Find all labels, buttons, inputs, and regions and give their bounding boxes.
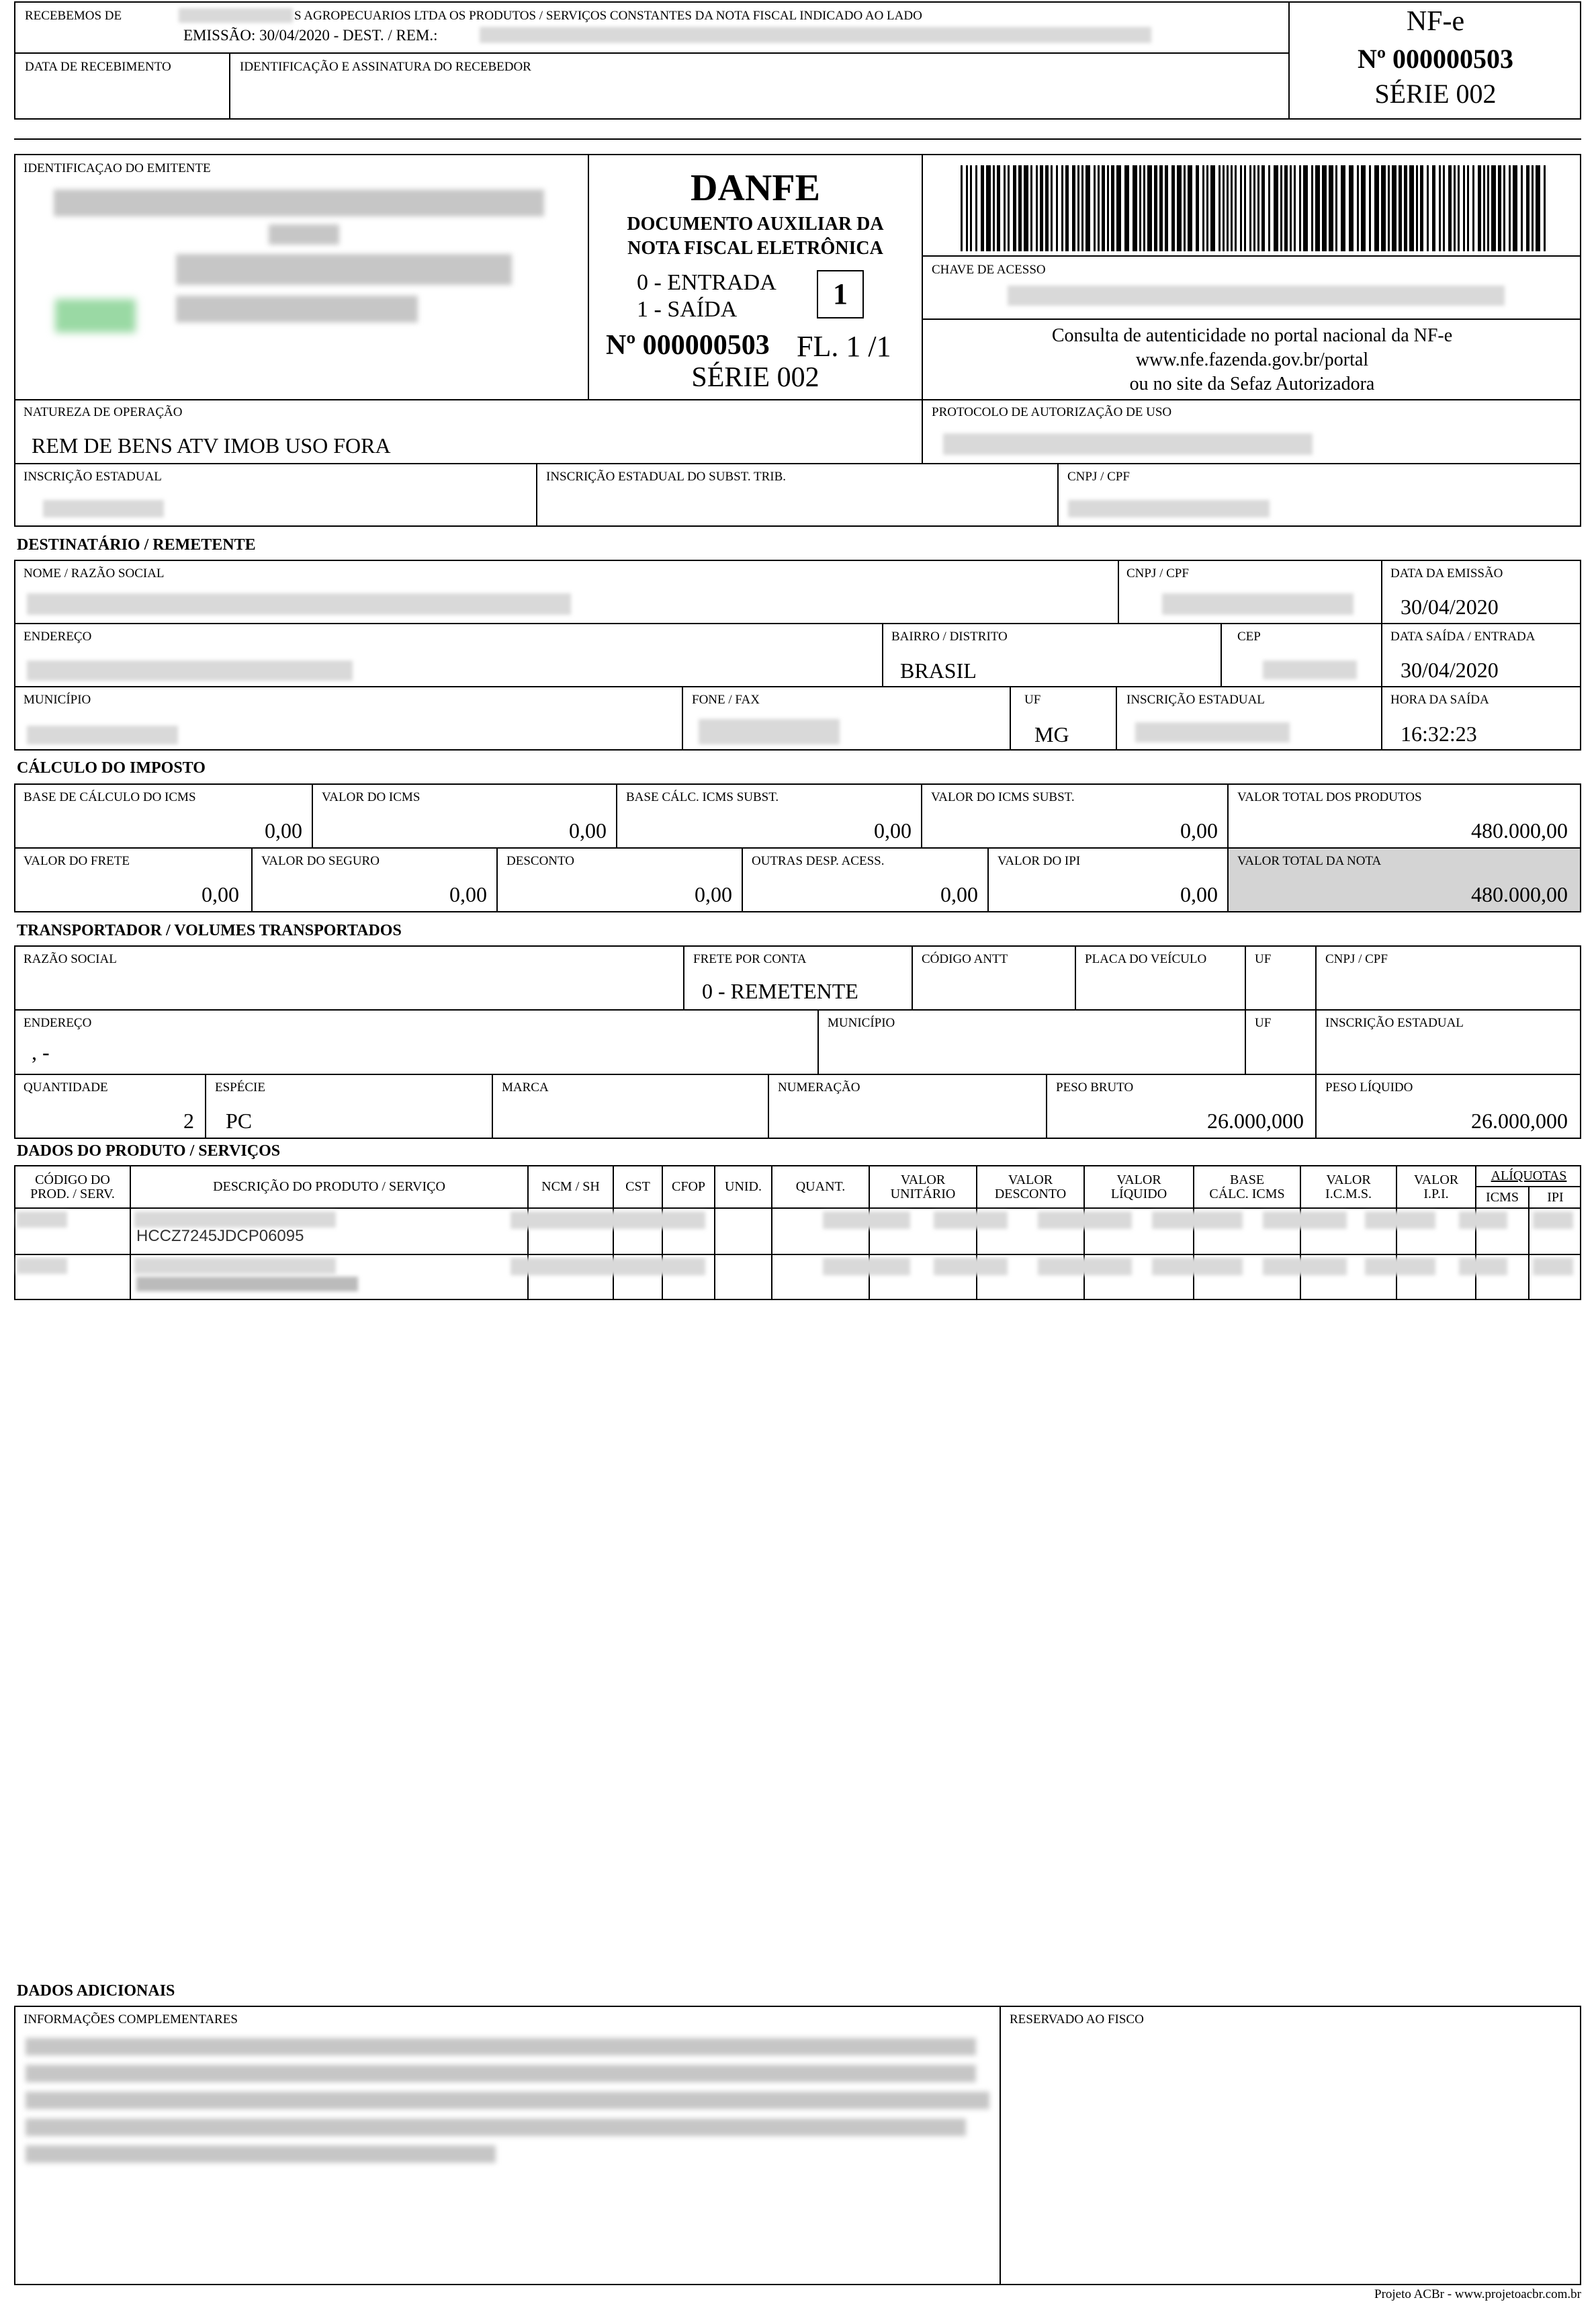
seguro-label: VALOR DO SEGURO — [261, 854, 380, 868]
transp-especie-label: ESPÉCIE — [215, 1080, 265, 1095]
dest-municipio-label: MUNICÍPIO — [24, 693, 91, 707]
base-icms-label: BASE DE CÁLCULO DO ICMS — [24, 790, 196, 804]
assinatura-label: IDENTIFICAÇÃO E ASSINATURA DO RECEBEDOR — [240, 60, 531, 74]
recebemos-text: S AGROPECUARIOS LTDA OS PRODUTOS / SERVIÇOS CONSTANTES DA NOTA FISCAL INDICADO AO LADO — [294, 9, 922, 23]
danfe-serie: SÉRIE 002 — [691, 362, 819, 393]
emitente-cnpj-label: CNPJ / CPF — [1067, 470, 1130, 484]
dest-hora-label: HORA DA SAÍDA — [1390, 693, 1489, 707]
col-valor-icms: VALOR I.C.M.S. — [1325, 1172, 1372, 1201]
dest-endereco-label: ENDEREÇO — [24, 630, 92, 644]
desconto-label: DESCONTO — [506, 854, 574, 868]
canhoto-separator — [14, 138, 1581, 140]
dest-ie-label: INSCRIÇÃO ESTADUAL — [1126, 693, 1265, 707]
valor-icms: 0,00 — [569, 818, 607, 843]
outras-label: OUTRAS DESP. ACESS. — [752, 854, 885, 868]
transp-frete-conta-label: FRETE POR CONTA — [693, 952, 807, 966]
dest-bairro-label: BAIRRO / DISTRITO — [891, 630, 1008, 644]
transp-especie: PC — [226, 1109, 253, 1133]
danfe-subtitle-2: NOTA FISCAL ELETRÔNICA — [627, 238, 883, 259]
danfe-entrada: 0 - ENTRADA — [637, 270, 777, 295]
valor-st-label: VALOR DO ICMS SUBST. — [931, 790, 1075, 804]
dest-hora: 16:32:23 — [1401, 722, 1477, 746]
col-ncm: NCM / SH — [541, 1179, 600, 1194]
dest-cep-label: CEP — [1237, 630, 1261, 644]
info-complementares-label: INFORMAÇÕES COMPLEMENTARES — [24, 2012, 238, 2026]
total-produtos-label: VALOR TOTAL DOS PRODUTOS — [1237, 790, 1422, 804]
canhoto-nfe: NF-e — [1406, 6, 1465, 37]
desconto: 0,00 — [695, 882, 732, 906]
dest-data-saida-label: DATA SAÍDA / ENTRADA — [1390, 630, 1536, 644]
col-valor-liquido: VALOR LÍQUIDO — [1110, 1172, 1167, 1201]
dest-nome-label: NOME / RAZÃO SOCIAL — [24, 566, 165, 581]
outras: 0,00 — [940, 882, 978, 906]
transp-municipio-label: MUNICÍPIO — [828, 1016, 895, 1030]
consulta-line-2: www.nfe.fazenda.gov.br/portal — [1135, 349, 1369, 370]
dest-uf-label: UF — [1024, 693, 1041, 707]
emissao-line: EMISSÃO: 30/04/2020 - DEST. / REM.: — [183, 27, 438, 44]
danfe-title: DANFE — [691, 167, 820, 209]
col-descricao: DESCRIÇÃO DO PRODUTO / SERVIÇO — [213, 1179, 445, 1194]
ie-label: INSCRIÇÃO ESTADUAL — [24, 470, 162, 484]
natureza-label: NATUREZA DE OPERAÇÃO — [24, 405, 183, 419]
consulta-line-1: Consulta de autenticidade no portal nacional da NF-e — [1051, 325, 1453, 346]
transp-peso-bruto-label: PESO BRUTO — [1056, 1080, 1134, 1095]
col-aliq-icms: ICMS — [1486, 1189, 1519, 1205]
transp-cnpj-label: CNPJ / CPF — [1325, 952, 1388, 966]
transp-quantidade-label: QUANTIDADE — [24, 1080, 108, 1095]
emitente-label: IDENTIFICAÇAO DO EMITENTE — [24, 161, 211, 175]
transp-peso-liquido: 26.000,000 — [1471, 1109, 1568, 1133]
total-produtos: 480.000,00 — [1471, 818, 1568, 843]
consulta-line-3: ou no site da Sefaz Autorizadora — [1129, 374, 1375, 394]
recebemos-label: RECEBEMOS DE — [25, 9, 122, 23]
danfe-numero: Nº 000000503 — [606, 330, 770, 361]
col-cst: CST — [625, 1179, 650, 1194]
transp-peso-bruto: 26.000,000 — [1207, 1109, 1304, 1133]
seguro: 0,00 — [449, 882, 487, 906]
reservado-fisco-label: RESERVADO AO FISCO — [1010, 2012, 1144, 2026]
transp-frete-conta: 0 - REMETENTE — [702, 979, 858, 1003]
data-recebimento-label: DATA DE RECEBIMENTO — [25, 60, 171, 74]
footer-credit: Projeto ACBr - www.projetoacbr.com.br — [1374, 2287, 1581, 2301]
chave-label: CHAVE DE ACESSO — [932, 263, 1046, 277]
dest-fone-label: FONE / FAX — [692, 693, 760, 707]
frete-label: VALOR DO FRETE — [24, 854, 130, 868]
transp-razao-label: RAZÃO SOCIAL — [24, 952, 117, 966]
dest-data-emissao-label: DATA DA EMISSÃO — [1390, 566, 1503, 581]
col-valor-unitario: VALOR UNITÁRIO — [890, 1172, 956, 1201]
total-nota: 480.000,00 — [1471, 882, 1568, 906]
natureza-value: REM DE BENS ATV IMOB USO FORA — [32, 433, 391, 458]
col-unid: UNID. — [725, 1179, 762, 1194]
transp-endereco: , - — [32, 1040, 50, 1064]
transp-marca-label: MARCA — [502, 1080, 549, 1095]
transporte-section: TRANSPORTADOR / VOLUMES TRANSPORTADOS — [17, 922, 402, 939]
frete: 0,00 — [202, 882, 239, 906]
base-st: 0,00 — [874, 818, 912, 843]
col-base-icms: BASE CÁLC. ICMS — [1209, 1172, 1285, 1201]
transp-quantidade: 2 — [183, 1109, 194, 1133]
dest-data-emissao: 30/04/2020 — [1401, 595, 1499, 619]
adicionais-section: DADOS ADICIONAIS — [17, 1982, 175, 2000]
dest-data-saida: 30/04/2020 — [1401, 658, 1499, 682]
danfe-subtitle-1: DOCUMENTO AUXILIAR DA — [627, 214, 884, 234]
dest-uf: MG — [1034, 722, 1069, 746]
danfe-saida: 1 - SAÍDA — [637, 297, 738, 322]
transp-ie-label: INSCRIÇÃO ESTADUAL — [1325, 1016, 1464, 1030]
transp-endereco-label: ENDEREÇO — [24, 1016, 92, 1030]
col-valor-ipi: VALOR I.P.I. — [1413, 1172, 1459, 1201]
valor-icms-label: VALOR DO ICMS — [322, 790, 420, 804]
transp-placa-label: PLACA DO VEÍCULO — [1085, 952, 1207, 966]
canhoto-numero: Nº 000000503 — [1357, 44, 1514, 74]
dest-cnpj-label: CNPJ / CPF — [1126, 566, 1189, 581]
total-nota-label: VALOR TOTAL DA NOTA — [1237, 854, 1382, 868]
base-st-label: BASE CÁLC. ICMS SUBST. — [626, 790, 779, 804]
ipi: 0,00 — [1180, 882, 1218, 906]
produtos-section: DADOS DO PRODUTO / SERVIÇOS — [17, 1142, 281, 1160]
col-aliquotas: ALÍQUOTAS — [1491, 1168, 1567, 1183]
barcode — [961, 165, 1552, 251]
ie-st-label: INSCRIÇÃO ESTADUAL DO SUBST. TRIB. — [546, 470, 787, 484]
transp-uf2-label: UF — [1255, 1016, 1272, 1030]
imposto-section: CÁLCULO DO IMPOSTO — [17, 759, 206, 777]
transp-antt-label: CÓDIGO ANTT — [922, 952, 1008, 966]
transp-numeracao-label: NUMERAÇÃO — [778, 1080, 860, 1095]
ipi-label: VALOR DO IPI — [998, 854, 1081, 868]
col-cfop: CFOP — [671, 1179, 706, 1194]
dest-bairro: BRASIL — [900, 658, 977, 683]
transp-uf-label: UF — [1255, 952, 1272, 966]
col-quant: QUANT. — [795, 1179, 846, 1194]
danfe-folha: FL. 1 /1 — [797, 330, 891, 363]
danfe-tipo: 1 — [833, 278, 848, 310]
base-icms: 0,00 — [265, 818, 302, 843]
row1-descricao: HCCZ7245JDCP06095 — [136, 1227, 304, 1245]
col-valor-desconto: VALOR DESCONTO — [994, 1172, 1067, 1201]
protocolo-label: PROTOCOLO DE AUTORIZAÇÃO DE USO — [932, 405, 1172, 419]
col-aliq-ipi: IPI — [1547, 1189, 1564, 1205]
canhoto-serie: SÉRIE 002 — [1374, 79, 1497, 109]
danfe-tipo-box — [817, 270, 864, 318]
emitente-logo — [55, 299, 136, 333]
col-codigo: CÓDIGO DO PROD. / SERV. — [30, 1172, 115, 1201]
destinatario-section: DESTINATÁRIO / REMETENTE — [17, 536, 256, 554]
valor-st: 0,00 — [1180, 818, 1218, 843]
transp-peso-liquido-label: PESO LÍQUIDO — [1325, 1080, 1413, 1095]
